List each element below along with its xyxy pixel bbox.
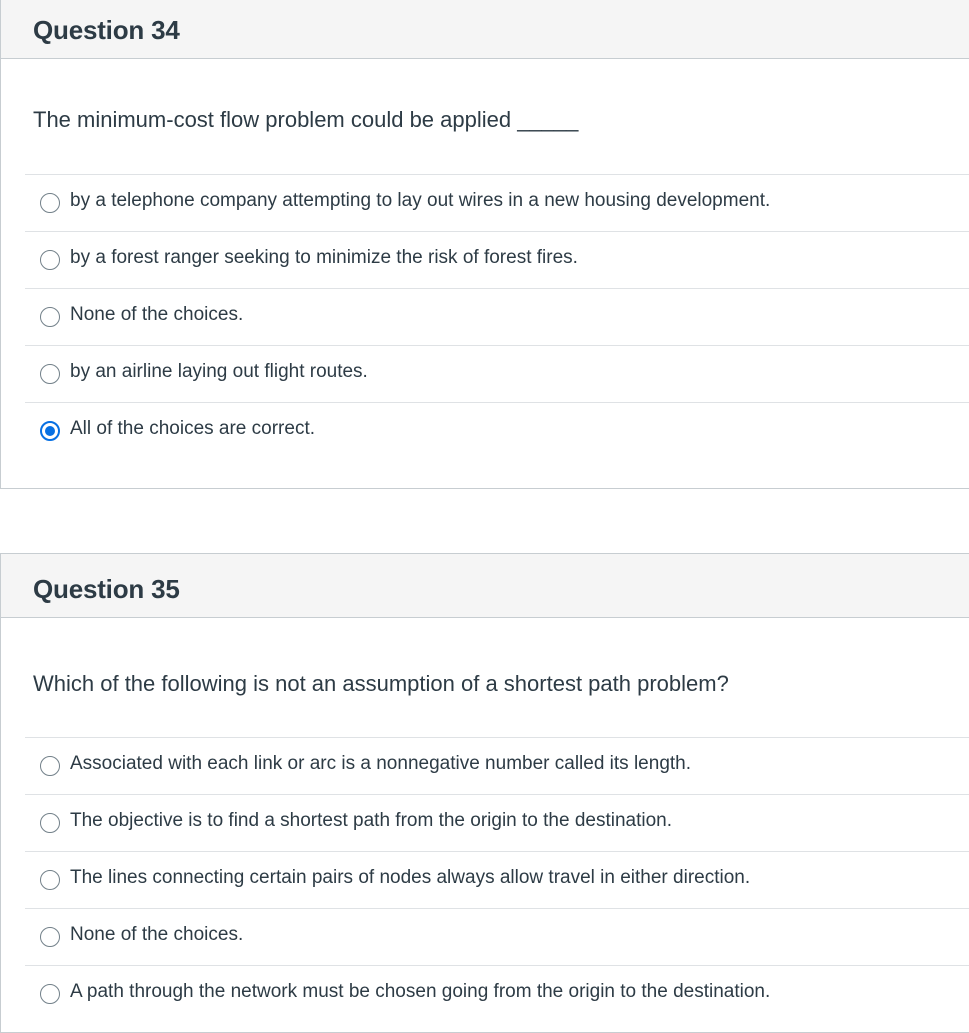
answer-option[interactable] xyxy=(25,345,969,402)
radio-button[interactable] xyxy=(40,307,60,327)
answer-option[interactable] xyxy=(25,794,969,851)
answer-list xyxy=(25,737,969,1022)
answer-option-selected[interactable] xyxy=(25,402,969,459)
answer-label[interactable]: by a telephone company attempting to lay out wires in a new housing development. xyxy=(70,190,771,211)
answer-label[interactable]: by an airline laying out flight routes. xyxy=(70,361,368,382)
answer-label[interactable]: A path through the network must be chosen going from the origin to the destination. xyxy=(70,981,771,1002)
radio-button[interactable] xyxy=(40,927,60,947)
question-title: Question 34 xyxy=(33,15,180,45)
question-title: Question 35 xyxy=(33,574,180,604)
radio-button[interactable] xyxy=(40,984,60,1004)
radio-button[interactable] xyxy=(40,193,60,213)
question-header xyxy=(1,0,969,59)
question-35 xyxy=(0,553,969,1033)
question-text: Which of the following is not an assumption of a shortest path problem? xyxy=(33,671,729,696)
answer-option[interactable] xyxy=(25,965,969,1022)
answer-label[interactable]: None of the choices. xyxy=(70,924,244,945)
question-text: The minimum-cost flow problem could be applied _____ xyxy=(33,107,579,132)
answer-option[interactable] xyxy=(25,908,969,965)
answer-label[interactable]: None of the choices. xyxy=(70,304,244,325)
radio-button[interactable] xyxy=(40,250,60,270)
radio-button[interactable] xyxy=(40,756,60,776)
answer-option[interactable] xyxy=(25,174,969,231)
radio-button[interactable] xyxy=(40,813,60,833)
radio-button-checked[interactable] xyxy=(40,421,60,441)
answer-option[interactable] xyxy=(25,851,969,908)
answer-option[interactable] xyxy=(25,231,969,288)
answer-label[interactable]: The lines connecting certain pairs of nodes always allow travel in either direction. xyxy=(70,867,751,888)
answer-list xyxy=(25,174,969,459)
answer-option[interactable] xyxy=(25,288,969,345)
radio-button[interactable] xyxy=(40,364,60,384)
answer-option[interactable] xyxy=(25,737,969,794)
radio-button[interactable] xyxy=(40,870,60,890)
answer-label[interactable]: by a forest ranger seeking to minimize the risk of forest fires. xyxy=(70,247,578,268)
question-header xyxy=(1,554,969,618)
question-34 xyxy=(0,0,969,489)
answer-label[interactable]: The objective is to find a shortest path from the origin to the destination. xyxy=(70,810,673,831)
answer-label[interactable]: All of the choices are correct. xyxy=(70,418,315,439)
answer-label[interactable]: Associated with each link or arc is a nonnegative number called its length. xyxy=(70,753,692,774)
